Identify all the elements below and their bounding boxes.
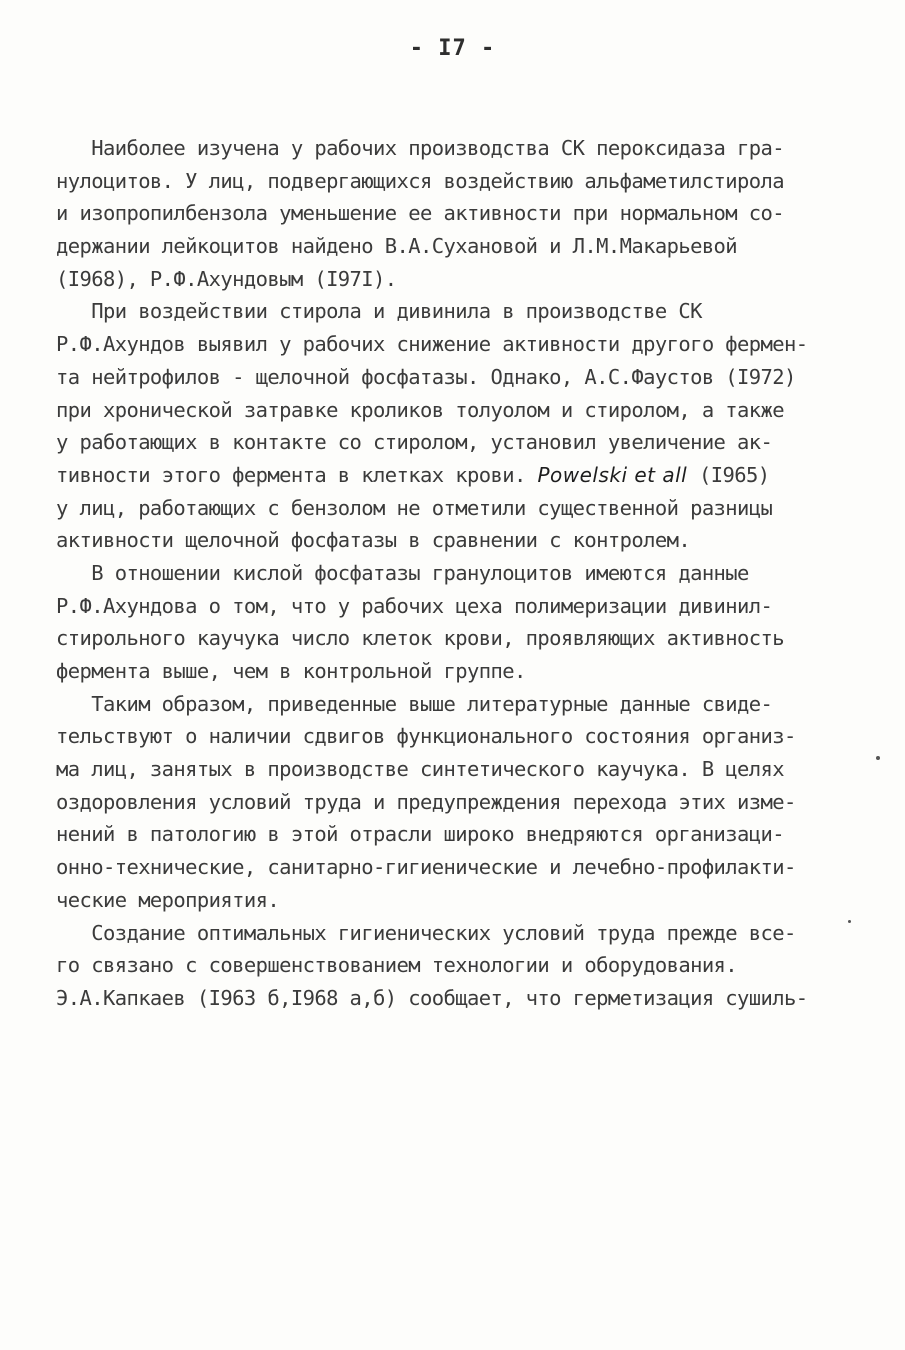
text-line: и изопропилбензола уменьшение ее активности при нормальном со- — [56, 201, 785, 226]
text-line: ма лиц, занятых в производстве синтетического каучука. В целях — [56, 757, 785, 782]
text-line: нулоцитов. У лиц, подвергающихся воздействию альфаметилстирола — [56, 168, 785, 193]
text-line: Р.Ф.Ахундова о том, что у рабочих цеха полимеризации дивинил- — [56, 593, 773, 618]
text-line: Р.Ф.Ахундов выявил у рабочих снижение активности другого фермен- — [56, 332, 808, 357]
text-line: В отношении кислой фосфатазы гранулоцитов имеются данные — [56, 560, 749, 585]
scan-speck — [876, 756, 880, 760]
text-line: ческие мероприятия. — [56, 887, 280, 912]
text-line: при хронической затравке кроликов толуолом и стиролом, а также — [56, 397, 785, 422]
text-line: Создание оптимальных гигиенических условий труда прежде все- — [56, 920, 796, 945]
text-line: (I968), Р.Ф.Ахундовым (I97I). — [56, 266, 397, 291]
text-line: онно-технические, санитарно-гигиенические и лечебно-профилакти- — [56, 855, 796, 880]
text-line: держании лейкоцитов найдено В.А.Сухановой и Л.М.Макарьевой — [56, 234, 738, 259]
handwritten-citation: Powelski et all — [537, 462, 688, 487]
text-line: Таким образом, приведенные выше литературные данные свиде- — [56, 691, 773, 716]
text-line-with-handwriting — [56, 459, 856, 492]
body-text — [56, 132, 856, 1015]
text-line: активности щелочной фосфатазы в сравнении с контролем. — [56, 528, 691, 553]
text-line: та нейтрофилов - щелочной фосфатазы. Однако, А.С.Фаустов (I972) — [56, 364, 796, 389]
text-line: го связано с совершенствованием технологии и оборудования. — [56, 953, 738, 978]
text-line: тельствуют о наличии сдвигов функционального состояния организ- — [56, 724, 796, 749]
text-line: у лиц, работающих с бензолом не отметили существенной разницы — [56, 495, 773, 520]
text-line: Наиболее изучена у рабочих производства СК пероксидаза гра- — [56, 136, 785, 160]
scan-speck — [848, 920, 851, 923]
text-line: оздоровления условий труда и предупреждения перехода этих изме- — [56, 789, 796, 814]
page-number: - I7 - — [409, 36, 496, 61]
text-line: нений в патологию в этой отрасли широко внедряются организаци- — [56, 822, 785, 847]
text-line: При воздействии стирола и дивинила в производстве СК — [56, 299, 702, 324]
text-line: у работающих в контакте со стиролом, установил увеличение ак- — [56, 430, 773, 455]
text-segment: (I965) — [687, 462, 770, 487]
text-line: стирольного каучука число клеток крови, проявляющих активность — [56, 626, 785, 651]
text-line: фермента выше, чем в контрольной группе. — [56, 659, 526, 683]
text-segment: тивности этого фермента в клетках крови. — [56, 462, 538, 487]
text-line: Э.А.Капкаев (I963 б,I968 а,б) сообщает, что герметизация сушиль- — [56, 985, 808, 1010]
